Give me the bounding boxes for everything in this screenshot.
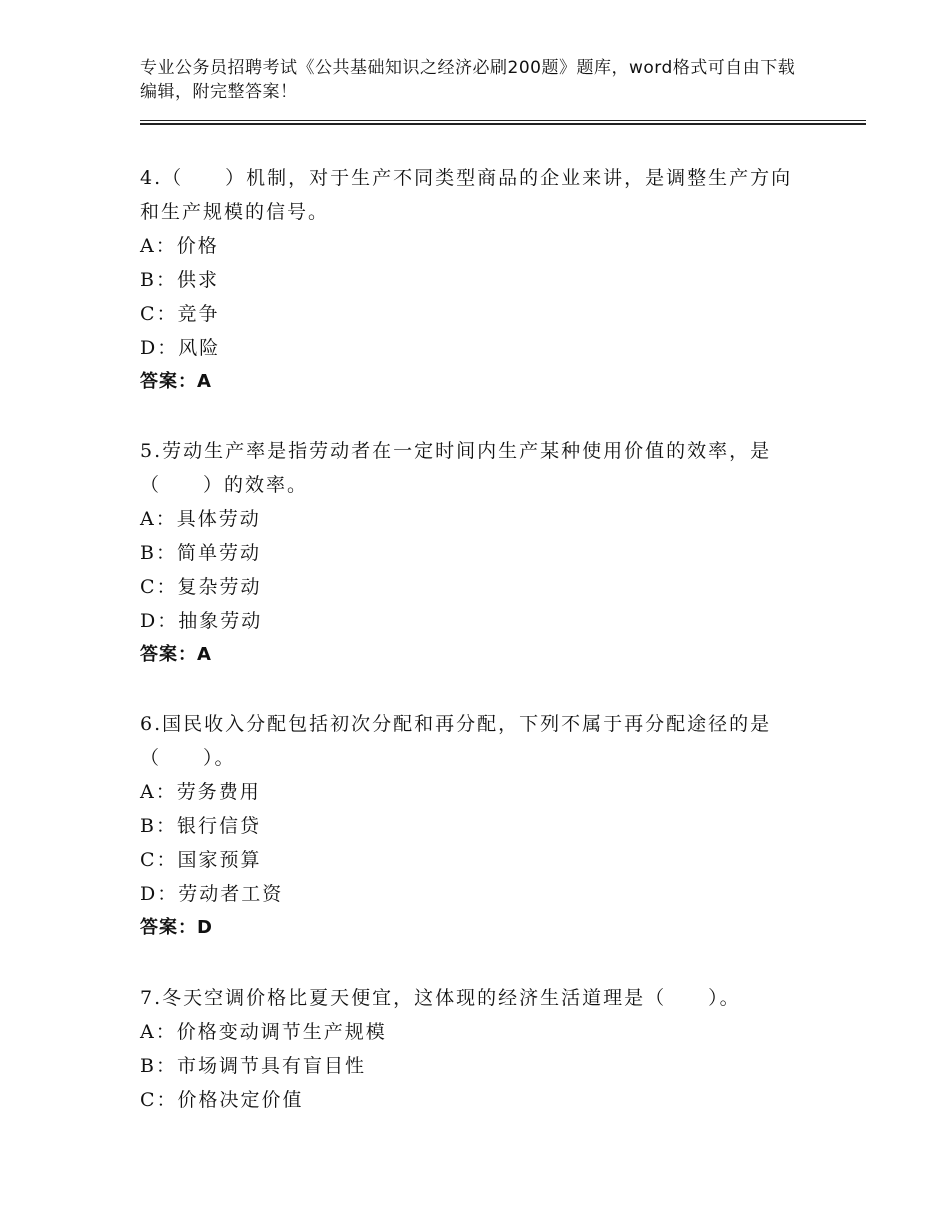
option-c: C：复杂劳动 <box>140 576 262 598</box>
question-stem: 7.冬天空调价格比夏天便宜，这体现的经济生活道理是（ ）。 <box>140 987 741 1009</box>
header-divider <box>140 120 866 125</box>
option-a: A：具体劳动 <box>140 508 261 530</box>
option-b: B：简单劳动 <box>140 542 261 564</box>
option-d: D：劳动者工资 <box>140 883 284 905</box>
question-6 <box>140 707 810 945</box>
question-stem: 6.国民收入分配包括初次分配和再分配，下列不属于再分配途径的是（ ）。 <box>140 713 772 769</box>
option-c: C：国家预算 <box>140 849 262 871</box>
option-a: A：价格变动调节生产规模 <box>140 1021 387 1043</box>
option-b: B：银行信贷 <box>140 815 261 837</box>
question-7 <box>140 981 810 1117</box>
option-d: D：风险 <box>140 337 221 359</box>
option-c: C：价格决定价值 <box>140 1089 304 1111</box>
question-stem: 5.劳动生产率是指劳动者在一定时间内生产某种使用价值的效率，是（ ）的效率。 <box>140 440 772 496</box>
option-c: C：竞争 <box>140 303 220 325</box>
option-b: B：市场调节具有盲目性 <box>140 1055 366 1077</box>
option-b: B：供求 <box>140 269 219 291</box>
question-4 <box>140 161 810 399</box>
question-stem: 4.（ ）机制，对于生产不同类型商品的企业来讲，是调整生产方向和生产规模的信号。 <box>140 167 793 223</box>
answer: 答案：A <box>140 644 212 665</box>
option-a: A：劳务费用 <box>140 781 261 803</box>
question-5 <box>140 434 810 672</box>
answer: 答案：A <box>140 371 212 392</box>
document-header: 专业公务员招聘考试《公共基础知识之经济必刷200题》题库，word格式可自由下载编辑，附完整答案！ <box>140 58 796 102</box>
option-d: D：抽象劳动 <box>140 610 263 632</box>
option-a: A：价格 <box>140 235 219 257</box>
answer: 答案：D <box>140 917 213 938</box>
